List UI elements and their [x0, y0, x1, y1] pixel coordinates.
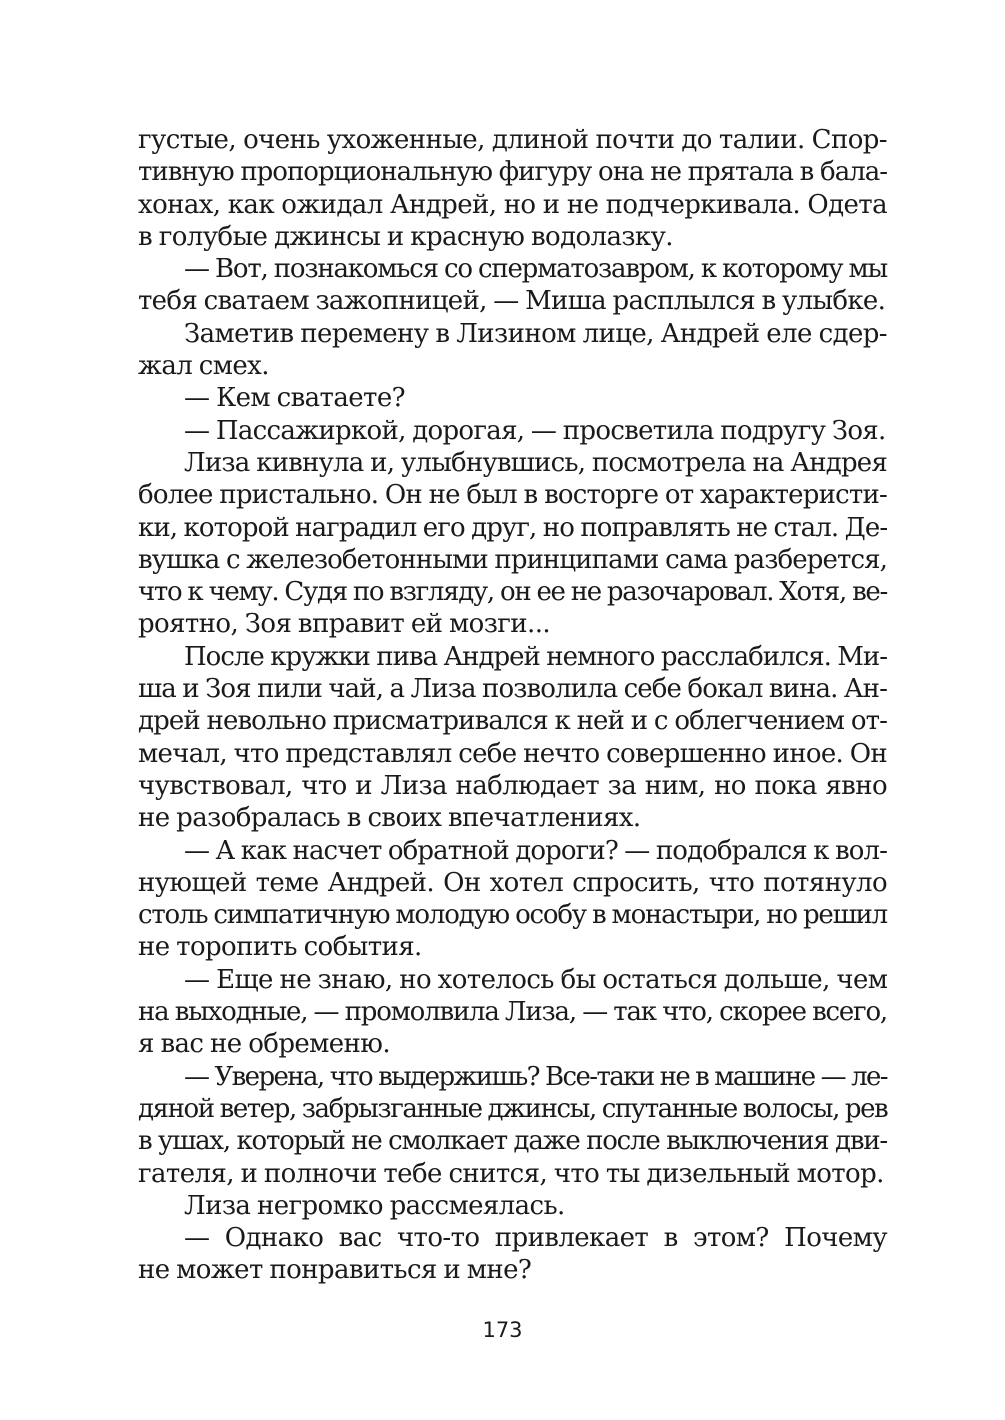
text-line: не может понравиться и мне? [138, 1255, 532, 1286]
text-line: нующей теме Андрей. Он хотел спросить, что потянуло [138, 867, 887, 898]
text-line: — Еще не знаю, но хотелось бы остаться дольше, чем [184, 964, 888, 995]
text-line: — Пассажиркой, дорогая, — просветила подругу Зоя. [184, 415, 886, 446]
text-line: я вас не обременю. [138, 1029, 390, 1060]
text-line: более пристально. Он не был в восторге от характеристи- [138, 480, 887, 511]
text-line: Заметив перемену в Лизином лице, Андрей еле сдер- [184, 318, 887, 349]
text-line: ша и Зоя пили чай, а Лиза позволила себе бокал вина. Ан- [138, 674, 887, 705]
text-line: в ушах, который не смолкает даже после выключения дви- [138, 1126, 887, 1157]
text-line: вушка с железобетонными принципами сама разберется, [138, 544, 887, 575]
text-line: дяной ветер, забрызганные джинсы, спутанные волосы, рев [138, 1093, 888, 1124]
text-line: что к чему. Судя по взгляду, он ее не разочаровал. Хотя, ве- [138, 577, 887, 608]
text-line: ки, которой наградил его друг, но поправлять не стал. Де- [138, 512, 888, 543]
text-line: жал смех. [138, 351, 269, 382]
text-line: тивную пропорциональную фигуру она не прятала в бала- [138, 157, 887, 188]
text-line: Лиза кивнула и, улыбнувшись, посмотрела на Андрея [184, 447, 887, 478]
text-line: — А как насчет обратной дороги? — подобрался к вол- [184, 835, 887, 866]
text-line: хонах, как ожидал Андрей, но и не подчеркивала. Одета [138, 189, 887, 220]
text-line: После кружки пива Андрей немного расслабился. Ми- [184, 641, 887, 672]
text-line: в голубые джинсы и красную водолазку. [138, 221, 673, 252]
book-page-text [138, 124, 887, 1287]
text-line: — Однако вас что-то привлекает в этом? Почему [184, 1223, 887, 1254]
text-line: роятно, Зоя вправит ей мозги... [138, 609, 551, 640]
text-line: тебя сватаем зажопницей, — Миша расплылся в улыбке. [138, 286, 886, 317]
text-line: на выходные, — промолвила Лиза, — так что, скорее всего, [138, 997, 887, 1028]
text-line: дрей невольно присматривался к ней и с облегчением от- [138, 706, 887, 737]
text-line: гателя, и полночи тебе снится, что ты дизельный мотор. [138, 1158, 884, 1189]
text-line: не разобралась в своих впечатлениях. [138, 803, 641, 834]
text-line: не торопить события. [138, 932, 422, 963]
text-line: мечал, что представлял себе нечто совершенно иное. Он [138, 738, 887, 769]
text-line: густые, очень ухоженные, длиной почти до талии. Спор- [138, 125, 887, 155]
text-line: — Вот, познакомься со сперматозавром, к которому мы [184, 254, 887, 285]
text-line: Лиза негромко рассмеялась. [184, 1190, 565, 1221]
text-line: — Уверена, что выдержишь? Все-таки не в машине — ле- [184, 1061, 887, 1092]
text-line: чувствовал, что и Лиза наблюдает за ним, но пока явно [138, 770, 887, 801]
text-line: столь симпатичную молодую особу в монастыри, но решил [138, 900, 887, 931]
text-line: — Кем сватаете? [184, 383, 405, 414]
page-number: 173 [482, 1318, 523, 1342]
